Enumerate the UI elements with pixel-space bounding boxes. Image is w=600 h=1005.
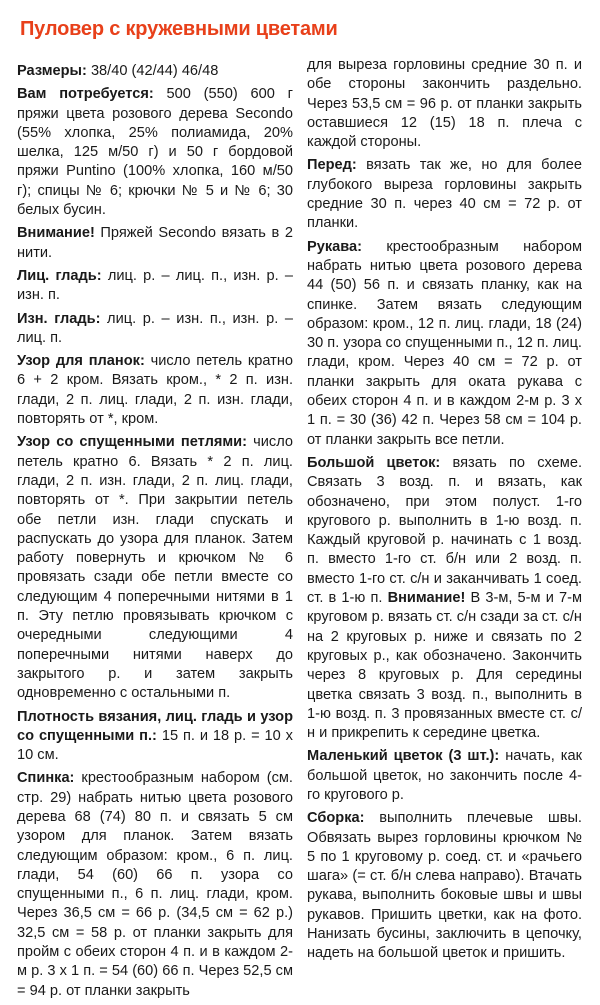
paragraph-large-flower (307, 454, 582, 743)
paragraph-text: крестообразным набором (см. стр. 29) набрать нитью цвета розового дерева 68 (74) 80 п. и связать 5 см узором для планок. Затем вязать следующим образом: кром., 6 п. лиц. глади, 54 (60) 66 п. узора со спущенными п., 6 п. лиц. глади, кром. Через 36,5 см = 66 р. (34,5 см = 62 р.) 32,5 см = 58 р. от планки закрыть для пройм с обеих сторон 4 п. и в каждом 2-м р. 3 х 1 п. = 54 (60) 66 п. Через 52,5 см = 94 р. от планки закрыть (17, 770, 293, 999)
paragraph-heading: Большой цветок: (307, 454, 441, 471)
paragraph-sleeves (307, 238, 582, 450)
paragraph-back (17, 769, 293, 1001)
paragraph-text: для выреза горловины средние 30 п. и обе стороны закончить раздельно. Через 53,5 см = 96 р. от планки закрыть оставшиеся 12 (15) 18 п. плеча с каждой стороны. (307, 57, 582, 151)
paragraph-back-continued (307, 56, 582, 152)
paragraph-text: Пряжей Secondo вязать в 2 нити. (17, 225, 293, 261)
paragraph-text: начать, как большой цветок, но закончить после 4-го кругового р. (307, 748, 582, 803)
paragraph-attention (17, 224, 293, 263)
paragraph-text: 15 п. и 18 р. = 10 х 10 см. (17, 727, 293, 764)
paragraph-heading: Рукава: (307, 238, 363, 255)
paragraph-sizes (17, 62, 293, 81)
paragraph-text: 500 (550) 600 г пряжи цвета розового дерева Secondo (55% хлопка, 25% полиамида, 20% шелка, 125 м/50 г) и 50 г бордовой пряжи Puntino (100% хлопка, 160 м/50 г); спицы № 6; крючки № 5 и № 6; 30 белых бусин. (17, 86, 293, 219)
paragraph-text: 38/40 (42/44) 46/48 (86, 63, 219, 79)
paragraph-front (307, 156, 582, 233)
paragraph-reverse-stockinette (17, 310, 293, 349)
paragraph-gauge (17, 708, 293, 766)
paragraph-heading: Плотность вязания, лиц. гладь и узор со спущенными п.: (17, 708, 293, 744)
paragraph-heading: Внимание! (17, 225, 95, 242)
paragraph-text: В 3-м, 5-м и 7-м круговом р. вязать ст. с/н сзади за ст. с/н на 2 круговых р. ниже и связать по 2 круговых р., как обозначено. Закончить через 8 круговых р. Для середины цветка связать 3 возд. п., выполнить в 1-ю возд. п. 3 провязанных вместе ст. с/н и прикрепить к середине цветка. (307, 590, 582, 742)
paragraph-assembly (307, 809, 582, 963)
right-column (307, 56, 582, 968)
paragraph-heading: Узор для планок: (17, 353, 145, 370)
paragraph-text: число петель кратно 6. Вязать * 2 п. лиц. глади, 2 п. изн. глади, 2 п. лиц. глади, повторять от *. При закрытии петель обе петли изн. глади спускать и распускать до узора для планок. Затем работу повернуть и крючком № 6 провязать сзади обе петли вместе со следующим 4 поперечными нитями в 1 п. Эту петлю провязывать крючком с очередными следующими 4 поперечными нитями наверх до закрытого р. и затем закрыть одновременно с остальными п. (17, 434, 293, 702)
paragraph-small-flower (307, 747, 582, 805)
paragraph-text: число петель кратно 6 + 2 кром. Вязать кром., * 2 п. изн. глади, 2 п. лиц. глади, 2 п. изн. глади, повторять от *, кром. (17, 353, 293, 428)
paragraph-dropped-stitch-pattern (17, 433, 293, 703)
paragraph-heading: Спинка: (17, 770, 75, 787)
paragraph-heading: Перед: (307, 157, 357, 174)
paragraph-text: вязать по схеме. Связать 3 возд. п. и вязать, как обозначено, при этом полуст. 1-го кругового р. выполнить в 1-ю возд. п. Каждый круговой р. начинать с 1 возд. п. вместо 1-го ст. б/н или 2 возд. п. вместо 1-го ст. с/н и заканчивать 1 соед. ст. в 1-ю п. (307, 454, 582, 607)
paragraph-heading: Размеры: (17, 63, 87, 79)
paragraph-heading: Вам потребуется: (17, 86, 154, 103)
paragraph-rib-pattern (17, 352, 293, 429)
paragraph-heading: Сборка: (307, 810, 365, 827)
paragraph-stockinette (17, 267, 293, 306)
paragraph-text: лиц. р. – лиц. п., изн. р. – изн. п. (17, 267, 293, 304)
paragraph-heading: Внимание! (382, 590, 466, 607)
left-column (17, 62, 293, 1005)
paragraph-heading: Лиц. гладь: (17, 267, 102, 284)
paragraph-text: выполнить плечевые швы. Обвязать вырез горловины крючком № 5 по 1 круговому р. соед. ст. и «рачьего шага» (= ст. б/н слева направо). Втачать рукава, выполнить боковые швы и швы рукавов. Пришить цветки, как на фото. Нанизать бусины, заключить в цепочку, надеть на большой цветок и пришить. (307, 810, 582, 962)
paragraph-heading: Узор со спущенными петлями: (17, 434, 247, 451)
paragraph-text: крестообразным набором набрать нитью цвета розового дерева 44 (50) 56 п. и связать планку, как на спинке. Затем вязать следующим образом: кром., 12 п. лиц. глади, 18 (24) 30 п. узора со спущенными п., 12 п. лиц. глади, кром. Через 40 см = 72 р. от планки закрыть для оката рукава с обеих сторон 4 п. и в каждом 2-м р. 3 х 1 п. = 30 (36) 42 п. Через 58 см = 104 р. от планки закрыть все петли. (307, 238, 582, 448)
paragraph-heading: Маленький цветок (3 шт.): (307, 748, 500, 765)
page-title: Пуловер с кружевными цветами (20, 18, 338, 40)
paragraph-text: вязать так же, но для более глубокого выреза горловины закрыть средние 30 п. через 40 см = 72 р. от планки. (307, 157, 582, 232)
paragraph-heading: Изн. гладь: (17, 310, 101, 327)
paragraph-text: лиц. р. – изн. п., изн. р. – лиц. п. (17, 310, 293, 346)
paragraph-materials (17, 85, 293, 220)
